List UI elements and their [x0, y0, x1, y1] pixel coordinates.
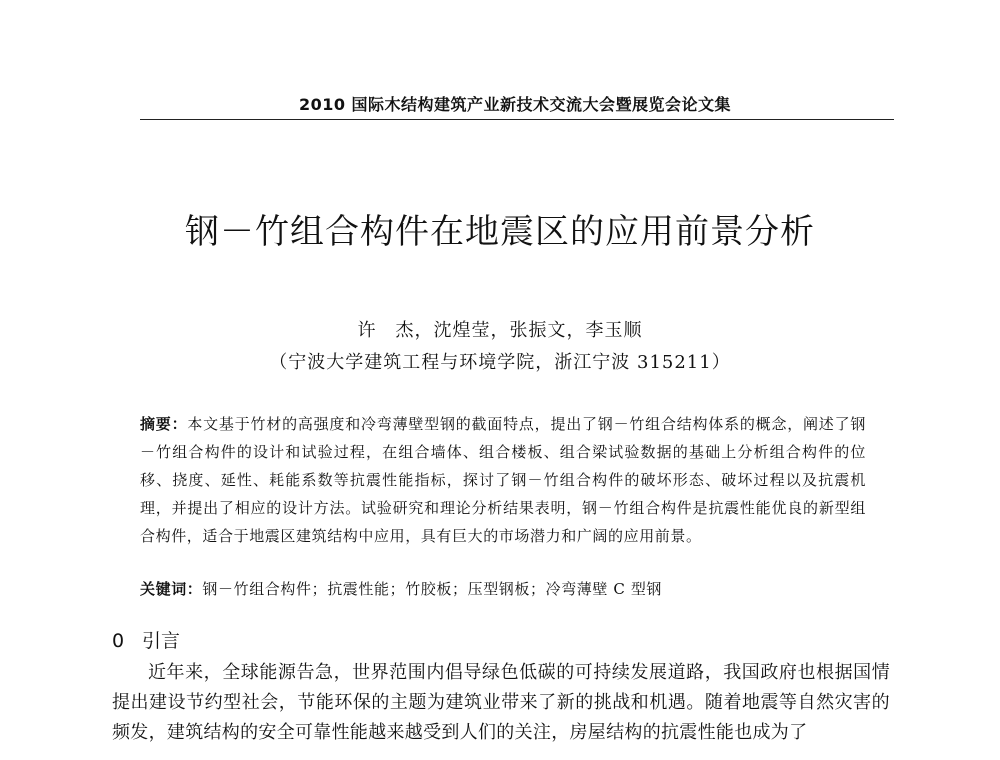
affiliation: （宁波大学建筑工程与环境学院，浙江宁波 315211） — [269, 352, 731, 373]
section-number: 0 — [112, 630, 125, 652]
authors: 许 杰，沈煌莹，张振文，李玉顺 — [357, 320, 643, 341]
keywords — [140, 578, 866, 599]
header-rule — [140, 119, 894, 120]
abstract-label: 摘要： — [140, 415, 188, 433]
running-header: 2010 国际木结构建筑产业新技术交流大会暨展览会论文集 — [298, 95, 732, 114]
keywords-text: 钢－竹组合构件；抗震性能；竹胶板；压型钢板；冷弯薄壁 C 型钢 — [202, 580, 663, 598]
body-paragraph: 近年来，全球能源告急，世界范围内倡导绿色低碳的可持续发展道路，我国政府也根据国情提出建设节约型社会，节能环保的主题为建筑业带来了新的挑战和机遇。随着地震等自然灾害的频发，建筑结构的安全可靠性能越来越受到人们的关注，房屋结构的抗震性能也成为了 — [112, 662, 890, 743]
abstract — [140, 410, 866, 550]
section-title: 引言 — [142, 630, 181, 652]
section-heading — [112, 626, 180, 653]
paper-title: 钢－竹组合构件在地震区的应用前景分析 — [185, 212, 815, 252]
keywords-label: 关键词： — [140, 580, 203, 598]
abstract-text: 本文基于竹材的高强度和冷弯薄壁型钢的截面特点，提出了钢－竹组合结构体系的概念，阐述了钢－竹组合构件的设计和试验过程，在组合墙体、组合楼板、组合梁试验数据的基础上分析组合构件的位移、挠度、延性、耗能系数等抗震性能指标，探讨了钢－竹组合构件的破坏形态、破坏过程以及抗震机理，并提出了相应的设计方法。试验研究和理论分析结果表明，钢－竹组合构件是抗震性能优良的新型组合构件，适合于地震区建筑结构中应用，具有巨大的市场潜力和广阔的应用前景。 — [140, 415, 866, 545]
